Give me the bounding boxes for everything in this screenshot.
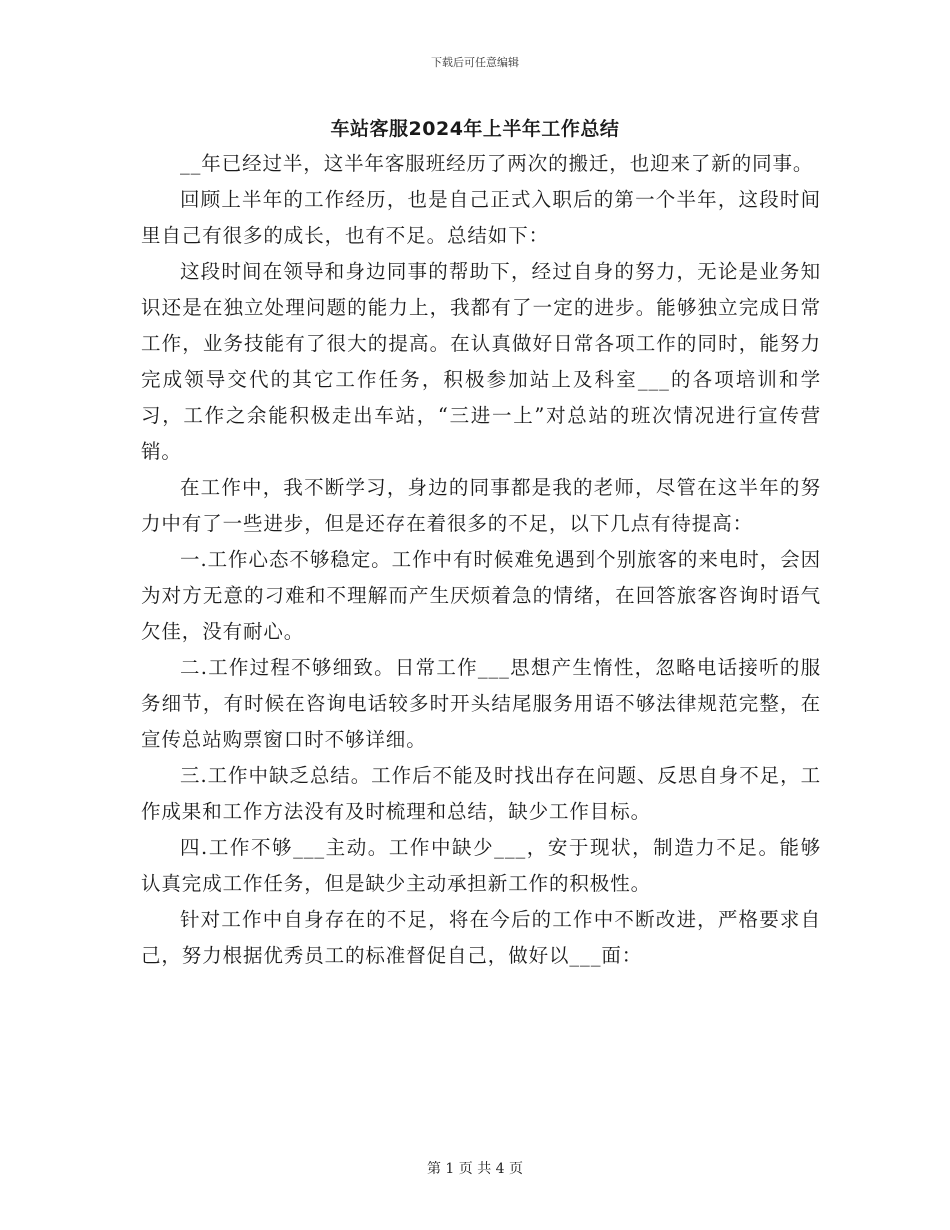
paragraph-6: 二.工作过程不够细致。日常工作___思想产生惰性，忽略电话接听的服务细节，有时候在咨询电话较多时开头结尾服务用语不够法律规范完整，在宣传总站购票窗口时不够详细。 xyxy=(141,656,821,751)
page-header-note: 下载后可任意编辑 xyxy=(431,56,519,69)
page-number: 第 1 页 共 4 页 xyxy=(426,1161,524,1177)
paragraph-3: 这段时间在领导和身边同事的帮助下，经过自身的努力，无论是业务知识还是在独立处理问题的能力上，我都有了一定的进步。能够独立完成日常工作，业务技能有了很大的提高。在认真做好日常各项工作的同时，能努力完成领导交代的其它工作任务，积极参加站上及科室___的各项培训和学习，工作之余能积极走出车站，“三进一上”对总站的班次情况进行宣传营销。 xyxy=(141,260,821,463)
paragraph-8: 四.工作不够___主动。工作中缺少___，安于现状，制造力不足。能够认真完成工作任务，但是缺少主动承担新工作的积极性。 xyxy=(141,836,821,895)
paragraph-2: 回顾上半年的工作经历，也是自己正式入职后的第一个半年，这段时间里自己有很多的成长，也有不足。总结如下： xyxy=(141,188,821,247)
paragraph-1: __年已经过半，这半年客服班经历了两次的搬迁，也迎来了新的同事。 xyxy=(180,152,814,175)
document-title: 车站客服2024年上半年工作总结 xyxy=(330,118,620,140)
document-body xyxy=(141,146,821,974)
paragraph-7: 三.工作中缺乏总结。工作后不能及时找出存在问题、反思自身不足，工作成果和工作方法没有及时梳理和总结，缺少工作目标。 xyxy=(141,764,821,823)
paragraph-9: 针对工作中自身存在的不足，将在今后的工作中不断改进，严格要求自己，努力根据优秀员工的标准督促自己，做好以___面： xyxy=(141,908,821,967)
paragraph-4: 在工作中，我不断学习，身边的同事都是我的老师，尽管在这半年的努力中有了一些进步，但是还存在着很多的不足，以下几点有待提高： xyxy=(141,476,821,535)
paragraph-5: 一.工作心态不够稳定。工作中有时候难免遇到个别旅客的来电时，会因为对方无意的刁难和不理解而产生厌烦着急的情绪，在回答旅客咨询时语气欠佳，没有耐心。 xyxy=(141,548,821,643)
